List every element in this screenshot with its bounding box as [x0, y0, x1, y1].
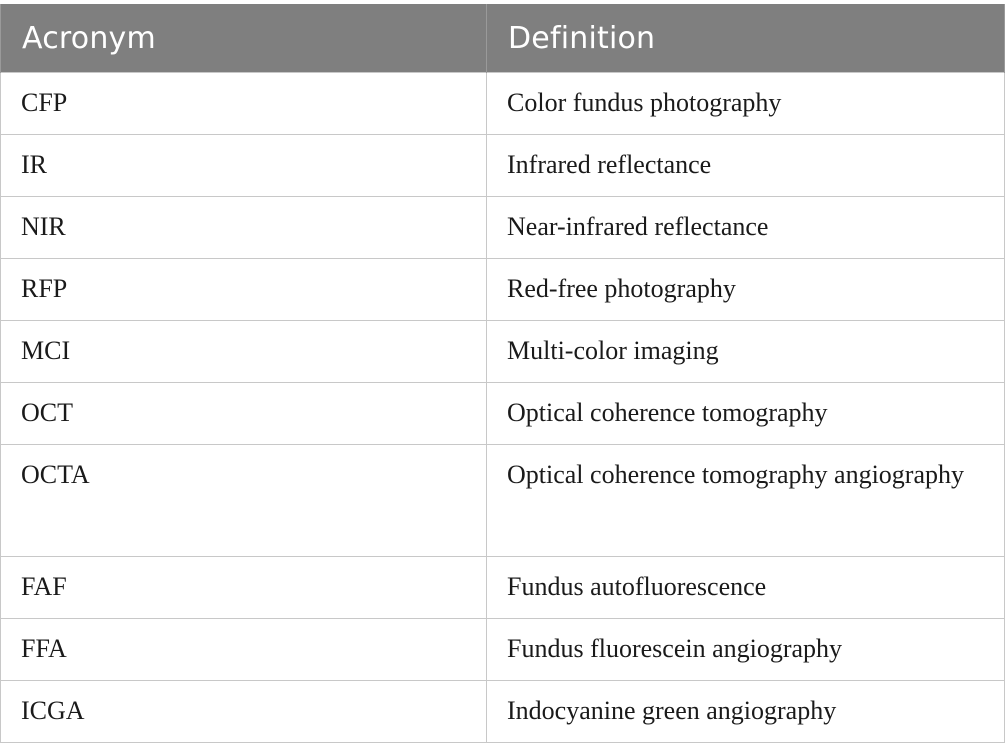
acronym-text: ICGA — [21, 696, 85, 725]
table-row — [1, 619, 1005, 681]
table-row — [1, 383, 1005, 445]
definition-text: Infrared reflectance — [507, 150, 712, 179]
definition-cell — [487, 619, 1005, 681]
definition-text: Optical coherence tomography angiography — [507, 460, 964, 489]
definition-text: Near-infrared reflectance — [507, 212, 769, 241]
acronym-cell — [1, 681, 487, 743]
acronym-cell — [1, 73, 487, 135]
header-definition: Definition — [487, 4, 1005, 73]
acronym-table-container — [0, 4, 1004, 743]
definition-cell — [487, 681, 1005, 743]
header-acronym: Acronym — [1, 4, 487, 73]
table-row — [1, 445, 1005, 557]
table-row — [1, 135, 1005, 197]
acronym-cell — [1, 383, 487, 445]
definition-text: Multi-color imaging — [507, 336, 719, 365]
definition-text: Optical coherence tomography — [507, 398, 828, 427]
acronym-cell — [1, 321, 487, 383]
acronym-cell — [1, 445, 487, 557]
table-row — [1, 73, 1005, 135]
acronym-text: MCI — [21, 336, 71, 365]
definition-cell — [487, 259, 1005, 321]
definition-cell — [487, 445, 1005, 557]
definition-text: Fundus fluorescein angiography — [507, 634, 843, 663]
definition-cell — [487, 321, 1005, 383]
table-row — [1, 557, 1005, 619]
header-row — [1, 4, 1005, 73]
acronym-text: RFP — [21, 274, 68, 303]
acronym-cell — [1, 259, 487, 321]
table-row — [1, 259, 1005, 321]
definition-cell — [487, 197, 1005, 259]
table-body — [1, 73, 1005, 743]
table-row — [1, 321, 1005, 383]
acronym-text: NIR — [21, 212, 66, 241]
definition-text: Color fundus photography — [507, 88, 782, 117]
definition-cell — [487, 73, 1005, 135]
table-row — [1, 681, 1005, 743]
acronym-cell — [1, 619, 487, 681]
acronym-text: OCTA — [21, 460, 90, 489]
definition-cell — [487, 135, 1005, 197]
acronym-text: IR — [21, 150, 47, 179]
acronym-text: CFP — [21, 88, 68, 117]
acronym-text: FAF — [21, 572, 67, 601]
definition-text: Indocyanine green angiography — [507, 696, 837, 725]
acronym-text: OCT — [21, 398, 73, 427]
acronym-cell — [1, 197, 487, 259]
definition-text: Fundus autofluorescence — [507, 572, 767, 601]
table-header — [1, 4, 1005, 73]
acronym-cell — [1, 557, 487, 619]
definition-cell — [487, 383, 1005, 445]
acronym-cell — [1, 135, 487, 197]
table-row — [1, 197, 1005, 259]
definition-text: Red-free photography — [507, 274, 736, 303]
definition-cell — [487, 557, 1005, 619]
acronym-table — [0, 4, 1005, 743]
acronym-text: FFA — [21, 634, 67, 663]
